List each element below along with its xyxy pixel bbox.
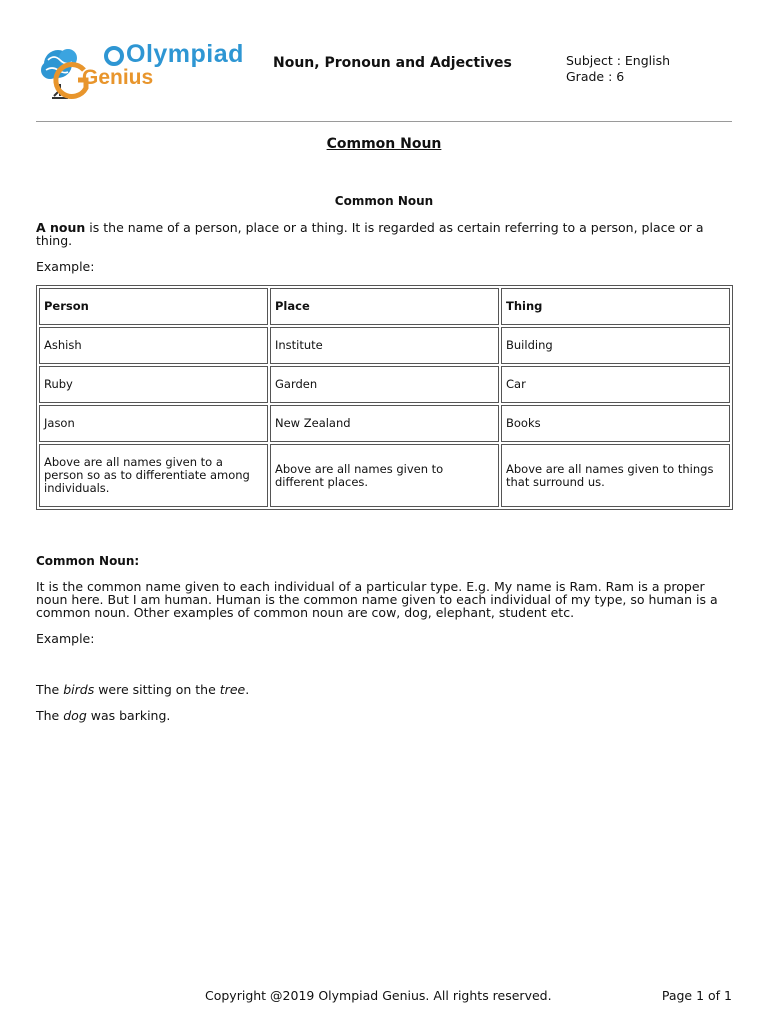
table-cell: Building [501, 327, 730, 364]
sentence-text: were sitting on the [94, 682, 220, 697]
example-label-2: Example: [36, 631, 95, 646]
sentence-noun: tree [219, 682, 246, 697]
grade-label: Grade : 6 [566, 69, 625, 84]
subject-label: Subject : English [566, 53, 671, 68]
table-row [39, 327, 730, 364]
table-header-row [39, 288, 730, 325]
table-cell: Ashish [39, 327, 268, 364]
table-header-cell: Person [39, 288, 268, 325]
sentence-noun: dog [63, 708, 87, 723]
sentence-text: . [245, 682, 250, 697]
page-heading: Common Noun [326, 136, 442, 152]
logo-word-genius: Genius [82, 66, 154, 89]
table-row [39, 444, 730, 507]
noun-examples-table [36, 285, 733, 510]
table-cell: Above are all names given to things that surround us. [501, 444, 730, 507]
header-divider [36, 121, 732, 122]
table-cell: Above are all names given to different places. [270, 444, 499, 507]
table-cell: Institute [270, 327, 499, 364]
footer-page-number: Page 1 of 1 [661, 988, 732, 1003]
document-meta [566, 53, 670, 85]
table-header-cell: Place [270, 288, 499, 325]
table-cell: Garden [270, 366, 499, 403]
sentence-noun: birds [63, 682, 95, 697]
sentence-text: The [36, 682, 64, 697]
table-cell: Car [501, 366, 730, 403]
intro-bold-lead: A noun [36, 220, 86, 235]
table-cell: Ruby [39, 366, 268, 403]
document-title: Noun, Pronoun and Adjectives [273, 55, 512, 71]
example-sentence-1 [36, 683, 732, 696]
table-row [39, 366, 730, 403]
table-row [39, 405, 730, 442]
example-label: Example: [36, 259, 95, 274]
example-sentence-2 [36, 709, 732, 722]
table-cell: Above are all names given to a person so as to differentiate among individuals. [39, 444, 268, 507]
table-cell: New Zealand [270, 405, 499, 442]
common-noun-paragraph: It is the common name given to each individual of a particular type. E.g. My name is Ram. Ram is a proper noun here. But I am human. Human is the common name given to each individual of my type, so human is a common noun. Other examples of common noun are cow, dog, elephant, student etc. [36, 579, 718, 620]
table-cell: Jason [39, 405, 268, 442]
intro-text: is the name of a person, place or a thing. It is regarded as certain referring to a person, place or a thing. [36, 220, 704, 248]
sentence-text: The [36, 708, 64, 723]
table-header-cell: Thing [501, 288, 730, 325]
common-noun-heading: Common Noun: [36, 554, 140, 568]
olympiad-genius-logo [38, 40, 244, 104]
intro-paragraph [36, 221, 732, 247]
section-heading: Common Noun [334, 194, 434, 208]
sentence-text: was barking. [86, 708, 171, 723]
footer-copyright: Copyright @2019 Olympiad Genius. All rights reserved. [205, 988, 552, 1003]
logo-word-olympiad: Olympiad [126, 40, 244, 68]
table-cell: Books [501, 405, 730, 442]
